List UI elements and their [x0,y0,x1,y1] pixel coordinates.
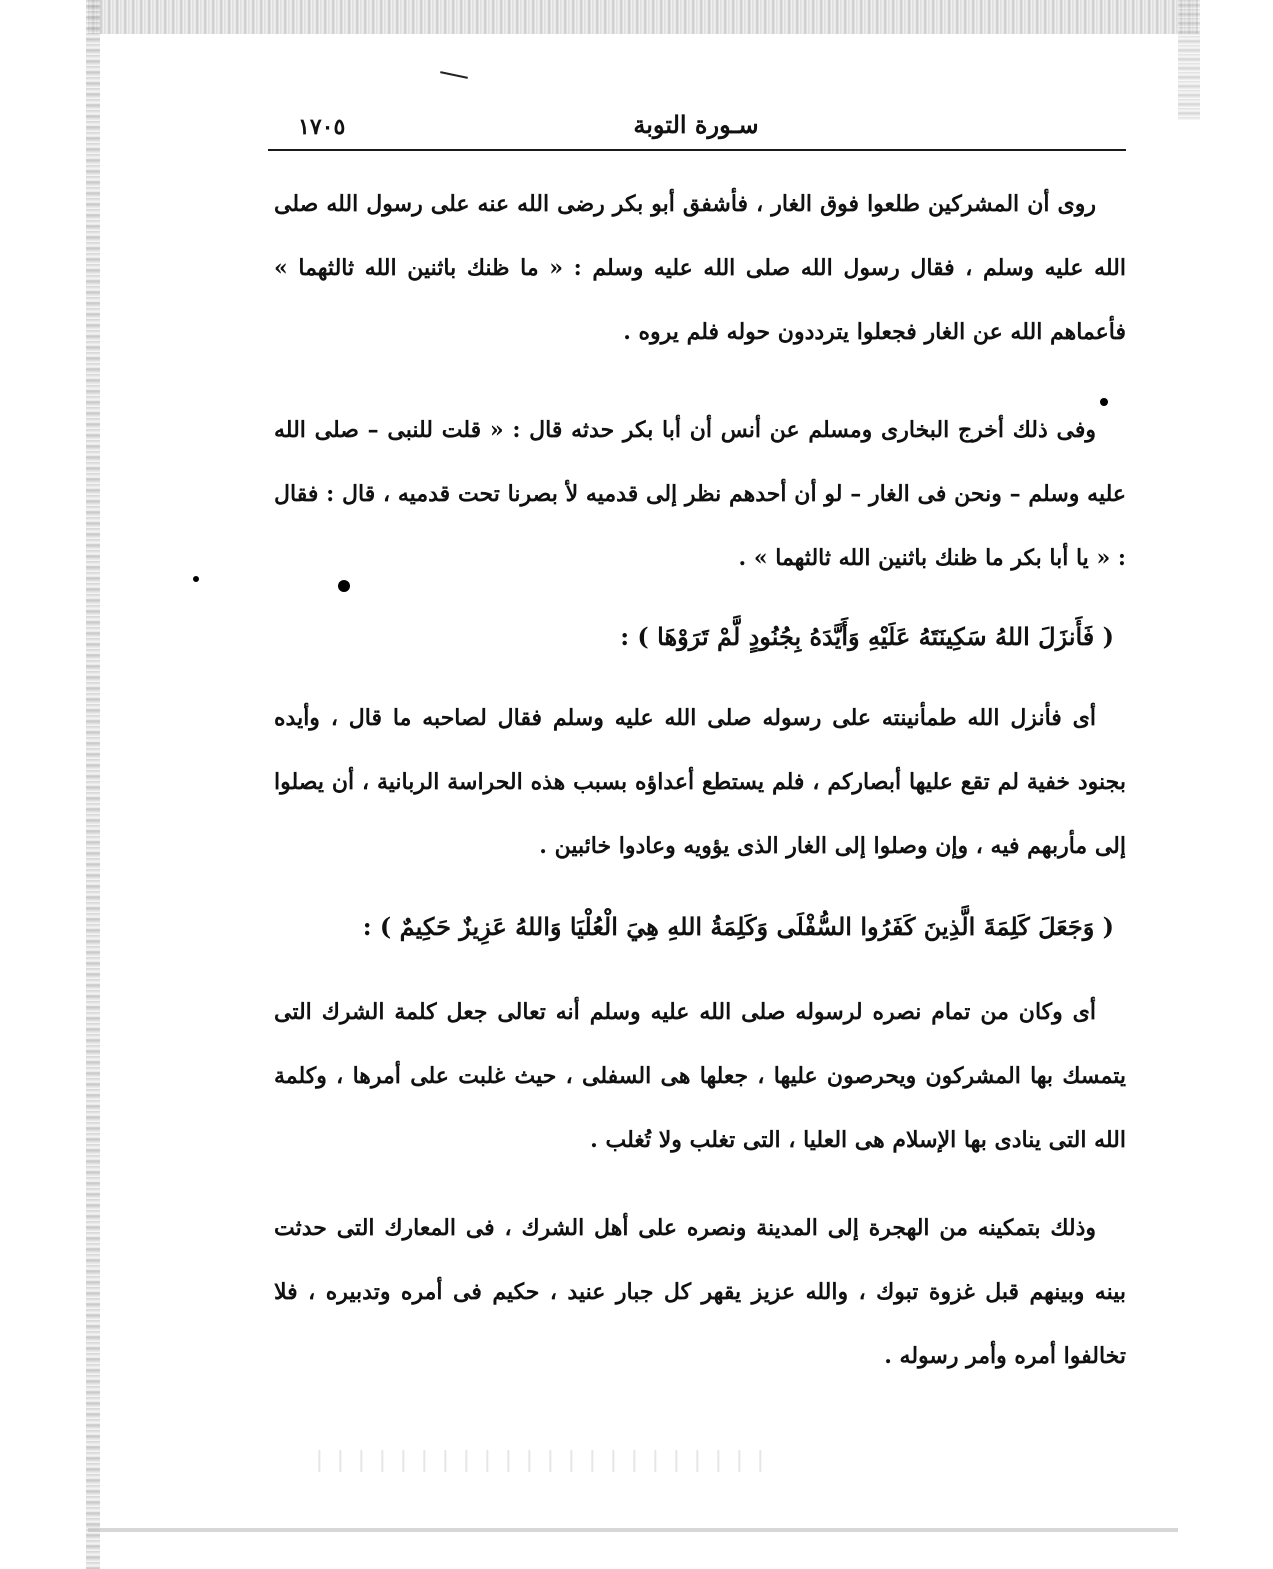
quran-verse-kalimat-allah: ( وَجَعَلَ كَلِمَةَ الَّذِينَ كَفَرُوا السُّفْلَى وَكَلِمَةُ اللهِ هِيَ الْعُلْيَا وَاللهُ عَزِيزٌ حَكِيمٌ ) : [362,912,1114,941]
scan-edge-bottom [88,1528,1178,1532]
header-rule [268,149,1126,151]
scan-edge-top [88,0,1198,34]
scan-edge-left [86,0,100,1569]
ink-speck [193,576,199,582]
stray-mark [440,71,468,79]
paragraph-kalimat-explanation: أى وكان من تمام نصره لرسوله صلى الله عليه وسلم أنه تعالى جعل كلمة الشرك التى يتمسك بها المشركون ويحرصون عليها ، جعلها هى السفلى ، حيث غلبت على أمرها ، وكلمة الله التى ينادى بها الإسلام هى العليا ، التى تغلب ولا تُغلب . [274,999,1126,1153]
surah-title: سـورة التوبة [633,110,759,139]
paragraph-quraysh-at-cave: روى أن المشركين طلعوا فوق الغار ، فأشفق أبو بكر رضى الله عنه على رسول الله صلى الله عليه وسلم ، فقال رسول الله صلى الله عليه وسلم : « ما ظنك باثنين الله ثالثهما » فأعماهم الله عن الغار فجعلوا يترددون حوله فلم يروه . [274,191,1126,345]
paragraph-bukhari-hadith: وفى ذلك أخرج البخارى ومسلم عن أنس أن أبا بكر حدثه قال : « قلت للنبى – صلى الله عليه وسلم – ونحن فى الغار – لو أن أحدهم نظر إلى قدميه لأ بصرنا تحت قدميه ، قال : فقال : « يا أبا بكر ما ظنك باثنين الله ثالثهما » . [274,417,1126,571]
page-number: ١٧٠٥ [298,114,346,140]
scan-noise [300,1450,780,1472]
quran-verse-sakina: ( فَأَنزَلَ اللهُ سَكِينَتَهُ عَلَيْهِ وَأَيَّدَهُ بِجُنُودٍ لَّمْ تَرَوْهَا ) : [620,622,1114,651]
scan-edge-right [1178,0,1200,120]
page-header [268,110,1124,148]
paragraph-sakina-explanation: أى فأنزل الله طمأنينته على رسوله صلى الله عليه وسلم فقال لصاحبه ما قال ، وأيده بجنود خفية لم تقع عليها أبصاركم ، فلم يستطع أعداؤه بسبب هذه الحراسة الربانية ، أن يصلوا إلى مأربهم فيه ، وإن وصلوا إلى الغار الذى يؤويه وعادوا خائبين . [274,705,1126,859]
ink-speck [338,580,350,592]
paragraph-hijra-victory: وذلك بتمكينه من الهجرة إلى المدينة ونصره على أهل الشرك ، فى المعارك التى حدثت بينه وبينهم قبل غزوة تبوك ، والله عزيز يقهر كل جبار عنيد ، حكيم فى أمره وتدبيره ، فلا تخالفوا أمره وأمر رسوله . [274,1215,1126,1369]
